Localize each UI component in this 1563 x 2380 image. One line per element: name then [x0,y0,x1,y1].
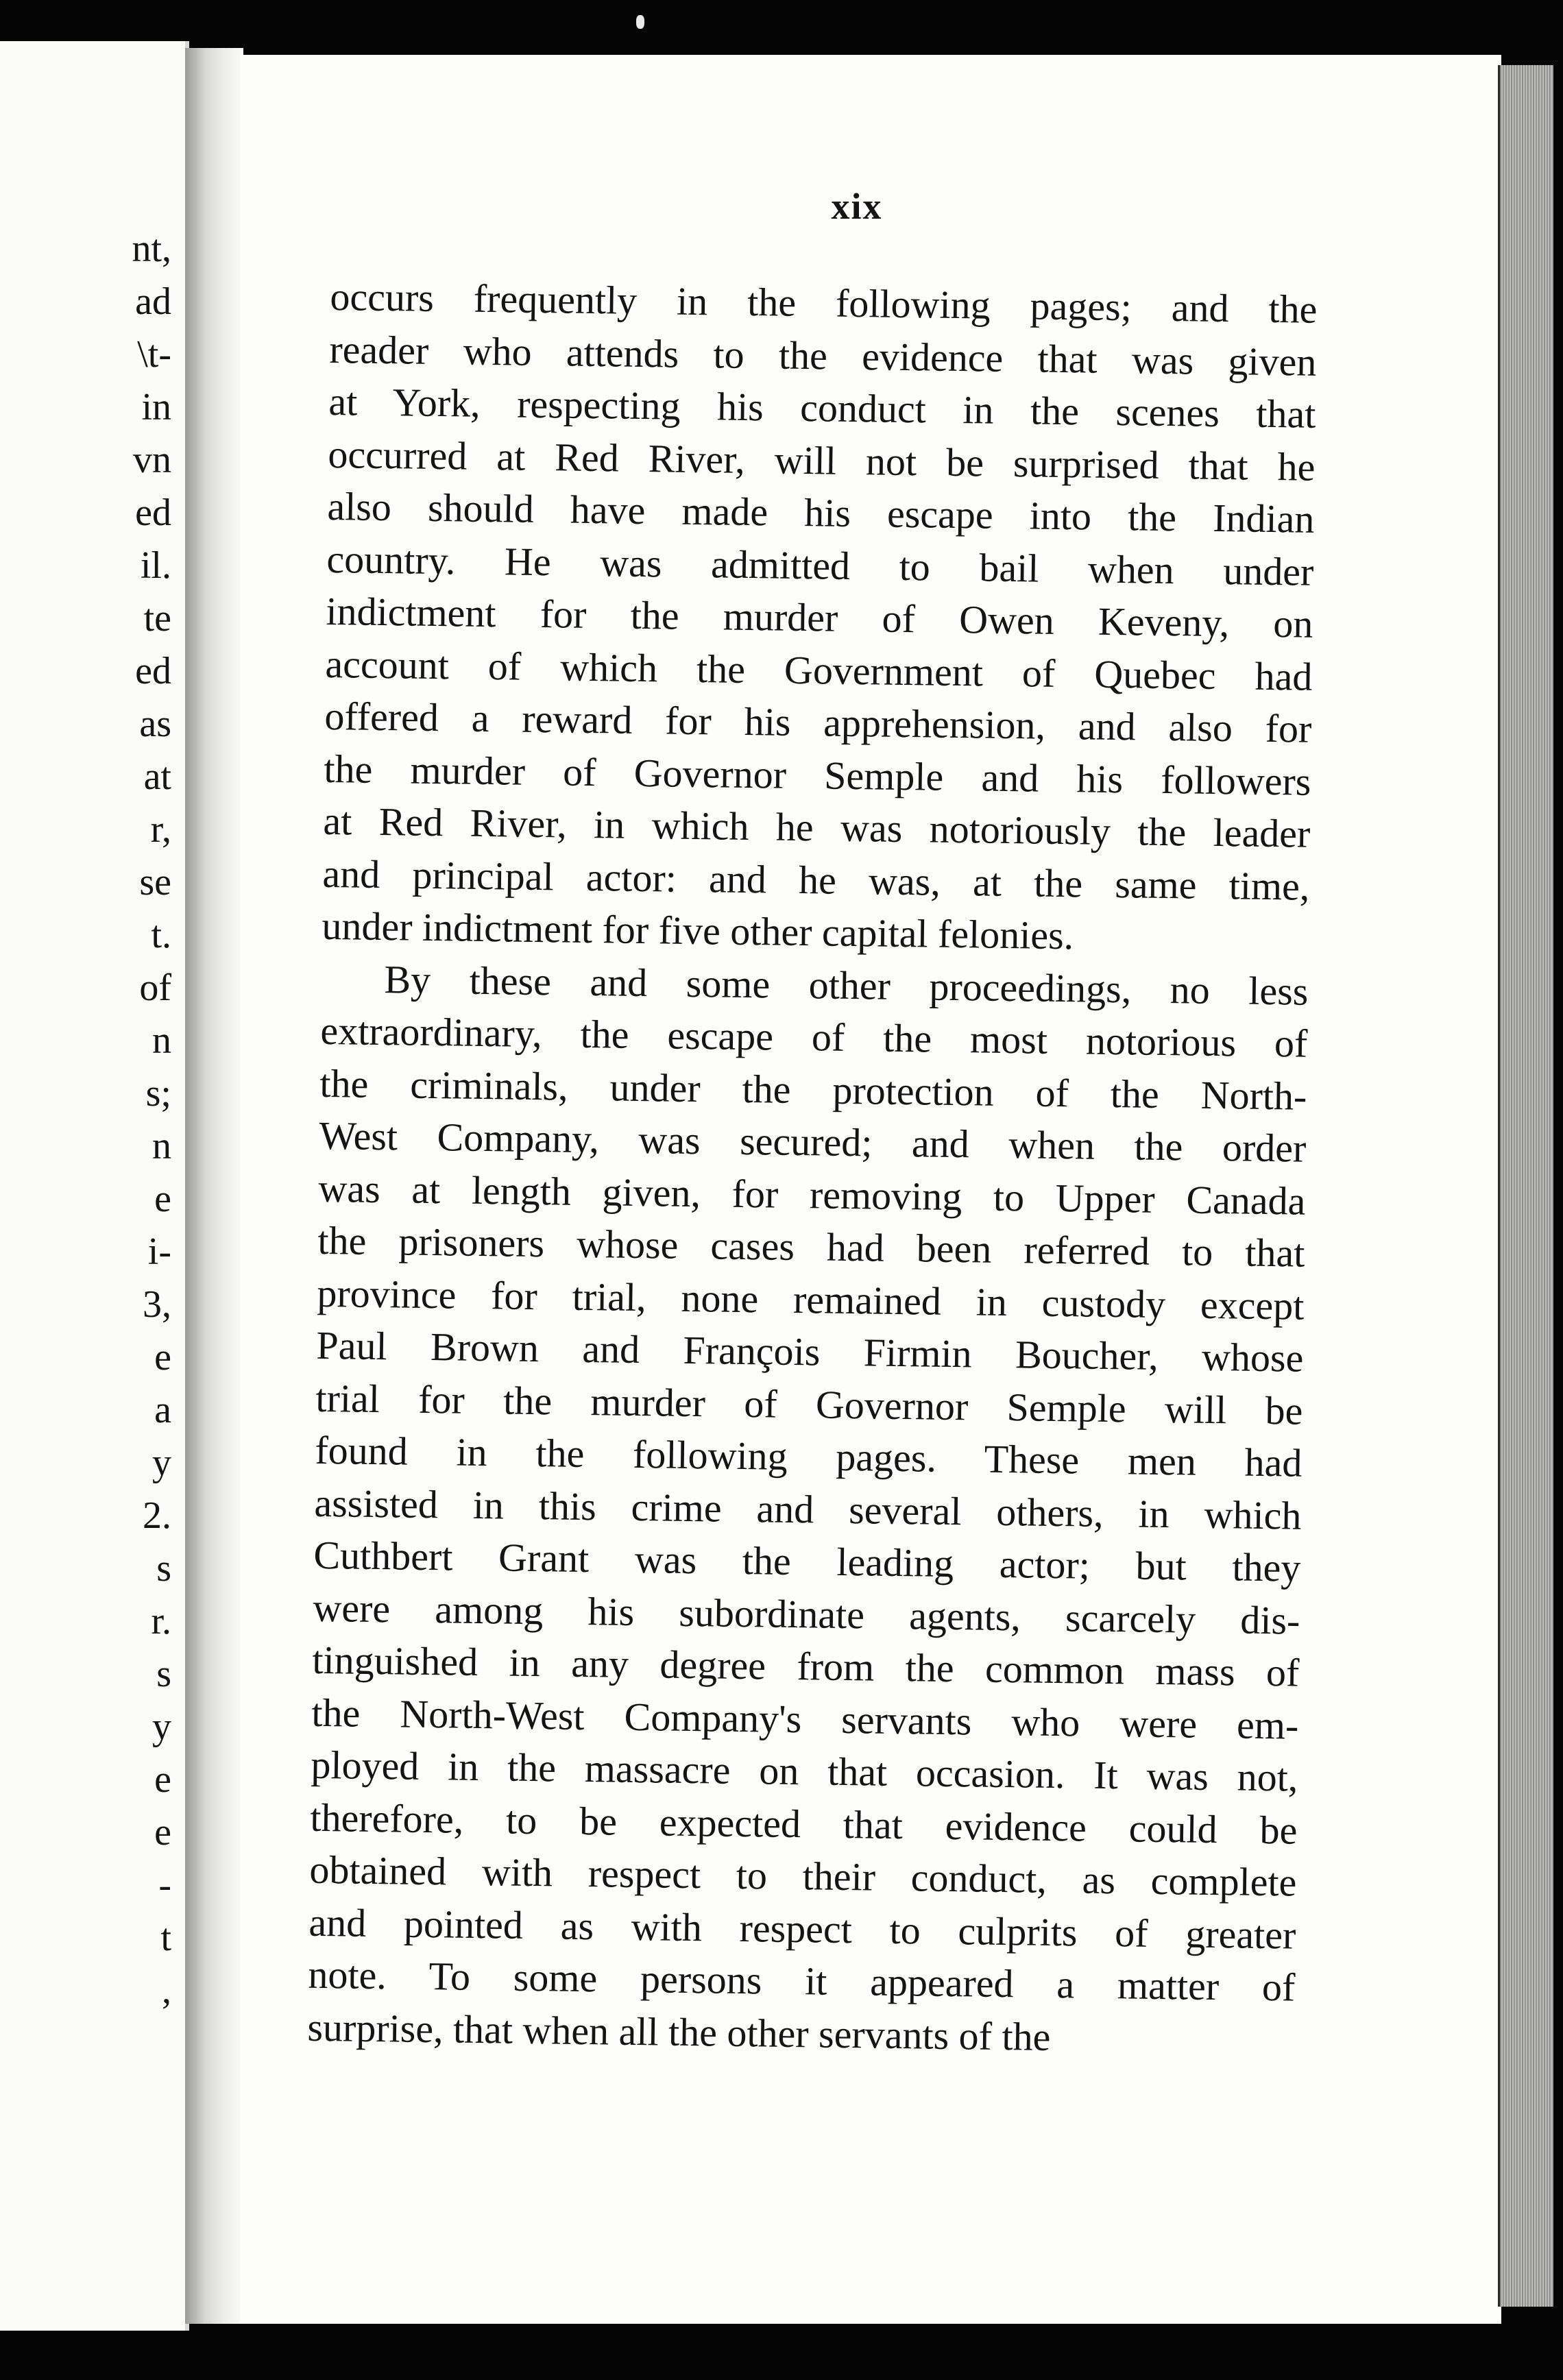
text-line: province for trial, none remained in custody except [317,1270,1305,1328]
left-page-line-ending: as [139,703,171,745]
text-line: occurs frequently in the following pages; and the [330,274,1318,332]
scan-speck [636,15,644,29]
left-page-line-ending: s; [145,1072,171,1115]
text-line: Cuthbert Grant was the leading actor; but they [313,1532,1301,1590]
page-edge-stack [1498,65,1553,2307]
left-page-line-ending: nt, [132,228,171,270]
text-line: assisted in this crime and several others, in which [314,1480,1302,1538]
left-page-line-ending: r, [150,808,171,851]
left-page-line-endings [132,223,171,2017]
left-page-line-ending: y [152,1442,171,1484]
book-gutter [185,48,243,2324]
left-page-line-ending: - [158,1864,171,1906]
left-page-line-ending: e [154,1336,171,1379]
left-page-line-ending: t. [151,914,171,956]
text-line: the murder of Governor Semple and his followers [324,746,1311,804]
left-page-line-ending: of [139,967,171,1009]
text-line: and principal actor: and he was, at the same time, [322,851,1310,909]
text-line: occurred at Red River, will not be surprised that he [328,431,1316,489]
text-line: surprise, that when all the other servants of the [307,2004,1051,2059]
left-page-line-ending: s [156,1653,171,1695]
text-line: were among his subordinate agents, scarcely dis- [313,1585,1300,1643]
left-page-line-ending: ad [135,280,171,323]
text-line: Paul Brown and François Firmin Boucher, whose [316,1322,1304,1381]
left-facing-page [0,41,189,2331]
text-line: ployed in the massacre on that occasion. It was not, [311,1742,1298,1800]
left-page-line-ending: i- [147,1230,171,1273]
text-line: trial for the murder of Governor Semple will be [315,1375,1303,1433]
text-line: account of which the Government of Quebec had [325,641,1313,699]
left-page-line-ending: r. [151,1600,171,1642]
text-line: indictment for the murder of Owen Keveny, on [326,588,1313,646]
left-page-line-ending: il. [140,544,171,587]
text-line: the North-West Company's servants who were em- [311,1690,1299,1748]
left-page-line-ending: at [143,755,171,798]
text-line: tinguished in any degree from the common mass of [312,1637,1300,1695]
text-line: obtained with respect to their conduct, as complete [309,1847,1297,1905]
text-line: and pointed as with respect to culprits of greater [308,1899,1296,1958]
text-line: reader who attends to the evidence that was given [329,326,1317,385]
left-page-line-ending: te [143,597,171,640]
left-page-line-ending: se [139,861,171,903]
left-page-line-ending: t [160,1917,171,1959]
left-page-line-ending: n [152,1125,171,1167]
text-line: country. He was admitted to bail when under [326,536,1314,594]
text-line: note. To some persons it appeared a matter of [308,1952,1296,2010]
text-line: was at length given, for removing to Upper Canada [318,1165,1306,1224]
text-line: West Company, was secured; and when the order [319,1113,1307,1171]
left-page-line-ending: y [152,1705,171,1748]
left-page-line-ending: e [154,1758,171,1801]
left-page-line-ending: \t- [137,333,171,376]
text-line: at Red River, in which he was notoriously the leader [323,798,1311,856]
text-line: at York, respecting his conduct in the scenes that [328,378,1316,437]
page-number: xix [831,186,883,227]
left-page-line-ending: ed [135,491,171,534]
left-page-line-ending: 3, [143,1283,171,1326]
text-line: found in the following pages. These men had [315,1427,1302,1485]
text-line: offered a reward for his apprehension, and also for [324,693,1312,751]
left-page-line-ending: a [154,1389,171,1431]
text-line: the prisoners whose cases had been referred to that [317,1217,1305,1276]
left-page-line-ending: 2. [143,1494,171,1537]
left-page-line-ending: ed [135,650,171,692]
text-line: also should have made his escape into the Indian [327,483,1315,542]
left-page-line-ending: s [156,1547,171,1590]
left-page-line-ending: in [141,386,171,428]
left-page-line-ending: , [162,1969,171,2012]
body-text [307,271,1318,2067]
left-page-line-ending: e [154,1811,171,1854]
text-line: the criminals, under the protection of the North- [319,1060,1307,1119]
text-line: By these and some other proceedings, no less [384,956,1309,1014]
left-page-line-ending: e [154,1178,171,1220]
text-line: extraordinary, the escape of the most notorious of [320,1008,1308,1066]
left-page-line-ending: n [152,1019,171,1062]
left-page-line-ending: vn [133,439,171,481]
text-line: under indictment for five other capital felonies. [322,903,1074,958]
text-line: therefore, to be expected that evidence could be [310,1795,1298,1853]
